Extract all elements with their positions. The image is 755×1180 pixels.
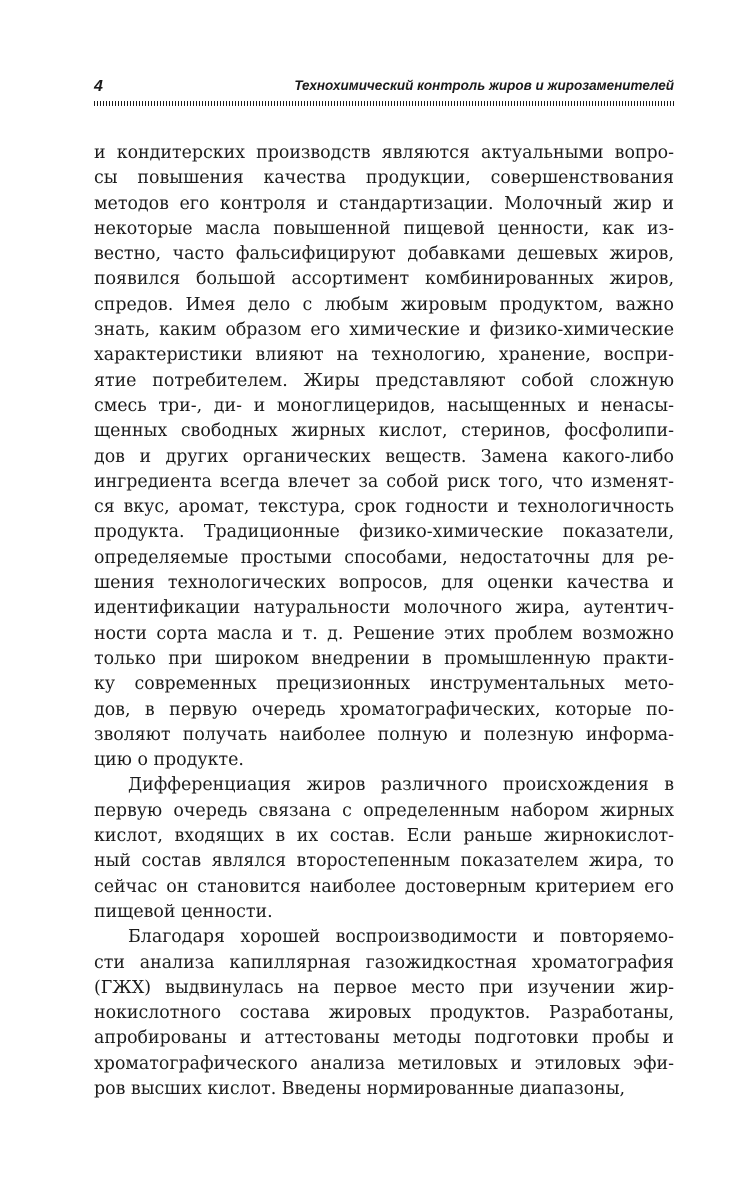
text-line: ности сорта масла и т. д. Решение этих проблем возможно [94, 623, 674, 644]
text-line: ный состав являлся второстепенным показателем жира, то [94, 851, 674, 872]
text-line: только при широком внедрении в промышленную практи- [94, 648, 674, 669]
text-line: пищевой ценности. [94, 901, 273, 922]
text-line: идентификации натуральности молочного жира, аутентич- [94, 598, 674, 619]
text-line: и кондитерских производств являются актуальными вопро- [94, 143, 674, 163]
text-line: сейчас он становится наиболее достоверным критерием его [94, 876, 674, 897]
text-line: сы повышения качества продукции, совершенствования [94, 168, 674, 189]
text-line: Дифференциация жиров различного происхождения в [128, 775, 674, 796]
text-line: спредов. Имея дело с любым жировым продуктом, важно [94, 294, 674, 315]
running-title: Технохимический контроль жиров и жирозаменителей [294, 78, 674, 93]
paragraph [94, 141, 674, 773]
paragraph [94, 925, 674, 1102]
paragraph [94, 773, 674, 925]
text-line: ров высших кислот. Введены нормированные диапазоны, [94, 1078, 626, 1099]
text-line: ингредиента всегда влечет за собой риск того, что изменят- [94, 471, 674, 492]
text-line: хроматографического анализа метиловых и этиловых эфи- [94, 1053, 674, 1074]
text-line: нокислотного состава жировых продуктов. Разработаны, [94, 1003, 674, 1024]
text-line: апробированы и аттестованы методы подготовки пробы и [94, 1028, 674, 1049]
text-line: вестно, часто фальсифицируют добавками дешевых жиров, [94, 244, 674, 265]
text-line: появился большой ассортимент комбинированных жиров, [94, 269, 674, 290]
text-line: Благодаря хорошей воспроизводимости и повторяемо- [128, 927, 674, 948]
page-number: 4 [94, 78, 103, 95]
text-line: (ГЖХ) выдвинулась на первое место при изучении жир- [94, 977, 674, 998]
running-header [94, 78, 674, 102]
text-line: первую очередь связана с определенным набором жирных [94, 800, 674, 821]
text-line: методов его контроля и стандартизации. Молочный жир и [94, 193, 674, 214]
text-line: кислот, входящих в их состав. Если раньше жирнокислот- [94, 826, 674, 847]
text-line: определяемые простыми способами, недостаточны для ре- [94, 547, 674, 568]
text-line: характеристики влияют на технологию, хранение, воспри- [94, 345, 674, 366]
header-rule [94, 101, 674, 106]
text-line: сти анализа капиллярная газожидкостная хроматография [94, 952, 674, 973]
text-line: дов и других органических веществ. Замена какого-либо [94, 446, 674, 467]
text-line: зволяют получать наиболее полную и полезную информа- [94, 724, 674, 745]
text-line: щенных свободных жирных кислот, стеринов, фосфолипи- [94, 421, 674, 442]
text-line: шения технологических вопросов, для оценки качества и [94, 573, 674, 594]
text-line: знать, каким образом его химические и физико-химические [94, 320, 674, 341]
text-line: ся вкус, аромат, текстура, срок годности и технологичность [94, 497, 674, 518]
text-line: смесь три-, ди- и моноглицеридов, насыщенных и ненасы- [94, 395, 674, 416]
text-line: дов, в первую очередь хроматографических, которые по- [94, 699, 674, 720]
text-line: продукта. Традиционные физико-химические показатели, [94, 522, 674, 543]
body-text [94, 141, 674, 1102]
text-line: ку современных прецизионных инструментальных мето- [94, 674, 674, 695]
text-line: некоторые масла повышенной пищевой ценности, как из- [94, 218, 674, 239]
text-line: цию о продукте. [94, 750, 244, 771]
text-line: ятие потребителем. Жиры представляют собой сложную [94, 370, 674, 391]
